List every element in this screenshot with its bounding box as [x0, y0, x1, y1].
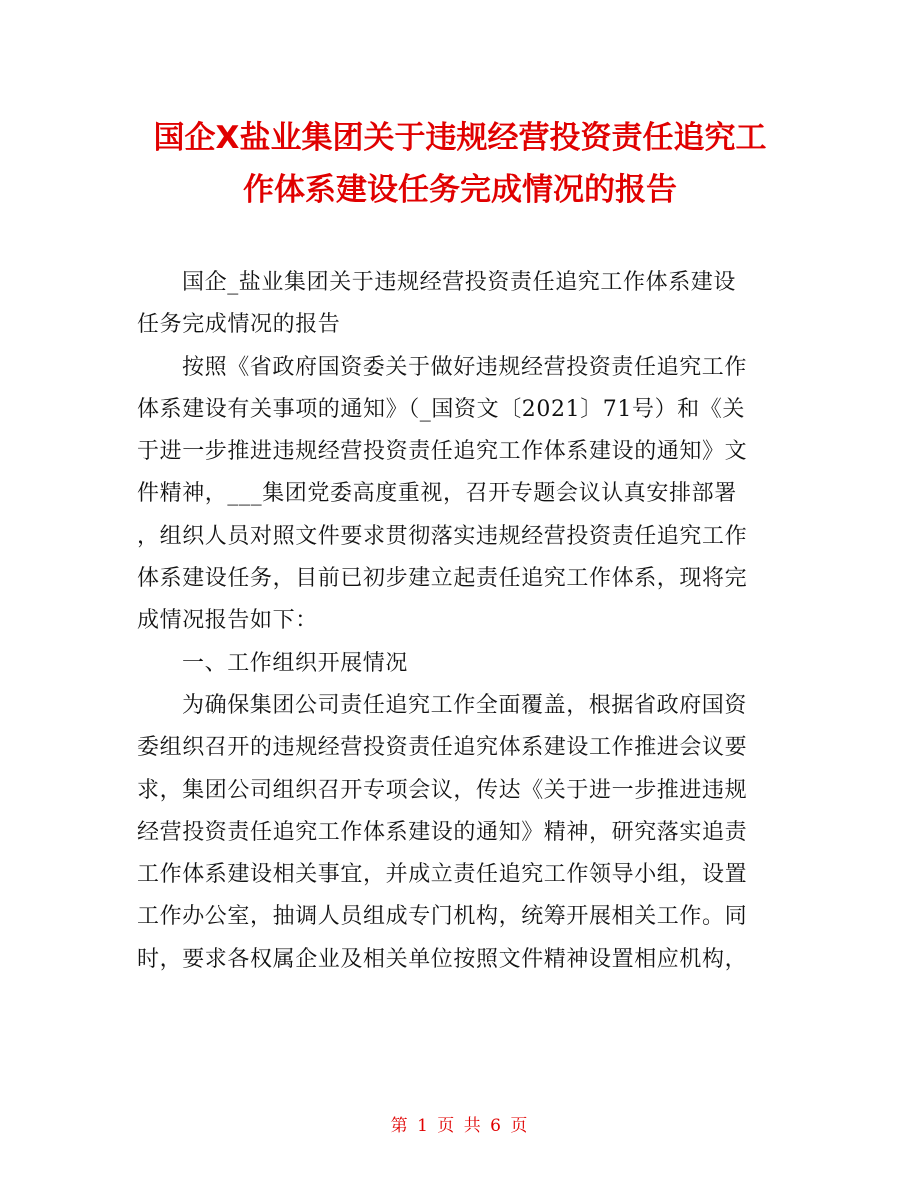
body-line: 委组织召开的违规经营投资责任追究体系建设工作推进会议要: [137, 735, 748, 761]
body-line: 体系建设任务，目前已初步建立起责任追究工作体系，现将完: [137, 566, 748, 592]
page-footer: 第 1 页 共 6 页: [390, 1116, 530, 1136]
section-heading: 一、工作组织开展情况: [182, 650, 409, 676]
body-line: 求，集团公司组织召开专项会议，传达《关于进一步推进违规: [137, 777, 748, 803]
body-line: 成情况报告如下：: [137, 608, 318, 634]
body-line: ，组织人员对照文件要求贯彻落实违规经营投资责任追究工作: [137, 523, 748, 549]
body-line: 国企_盐业集团关于违规经营投资责任追究工作体系建设: [182, 270, 737, 295]
body-line: 体系建设有关事项的通知》（_国资文〔2021〕71号）和《关: [137, 396, 745, 422]
body-line: 于进一步推进违规经营投资责任追究工作体系建设的通知》文: [137, 439, 748, 465]
body-line: 经营投资责任追究工作体系建设的通知》精神，研究落实追责: [137, 819, 748, 845]
body-line: 工作办公室，抽调人员组成专门机构，统筹开展相关工作。同: [137, 904, 748, 930]
body-line: 任务完成情况的报告: [137, 312, 341, 338]
title-line-1: 国企X盐业集团关于违规经营投资责任追究工: [153, 120, 767, 156]
body-line: 按照《省政府国资委关于做好违规经营投资责任追究工作: [182, 354, 748, 380]
body-line: 工作体系建设相关事宜，并成立责任追究工作领导小组，设置: [137, 862, 748, 888]
document-body: [137, 262, 787, 981]
document-title: [120, 112, 800, 216]
title-line-2: 作体系建设任务完成情况的报告: [243, 172, 677, 208]
body-line: 时，要求各权属企业及相关单位按照文件精神设置相应机构，: [137, 946, 748, 972]
body-line: 件精神，___集团党委高度重视，召开专题会议认真安排部署: [137, 481, 737, 507]
body-line: 为确保集团公司责任追究工作全面覆盖，根据省政府国资: [182, 692, 748, 718]
